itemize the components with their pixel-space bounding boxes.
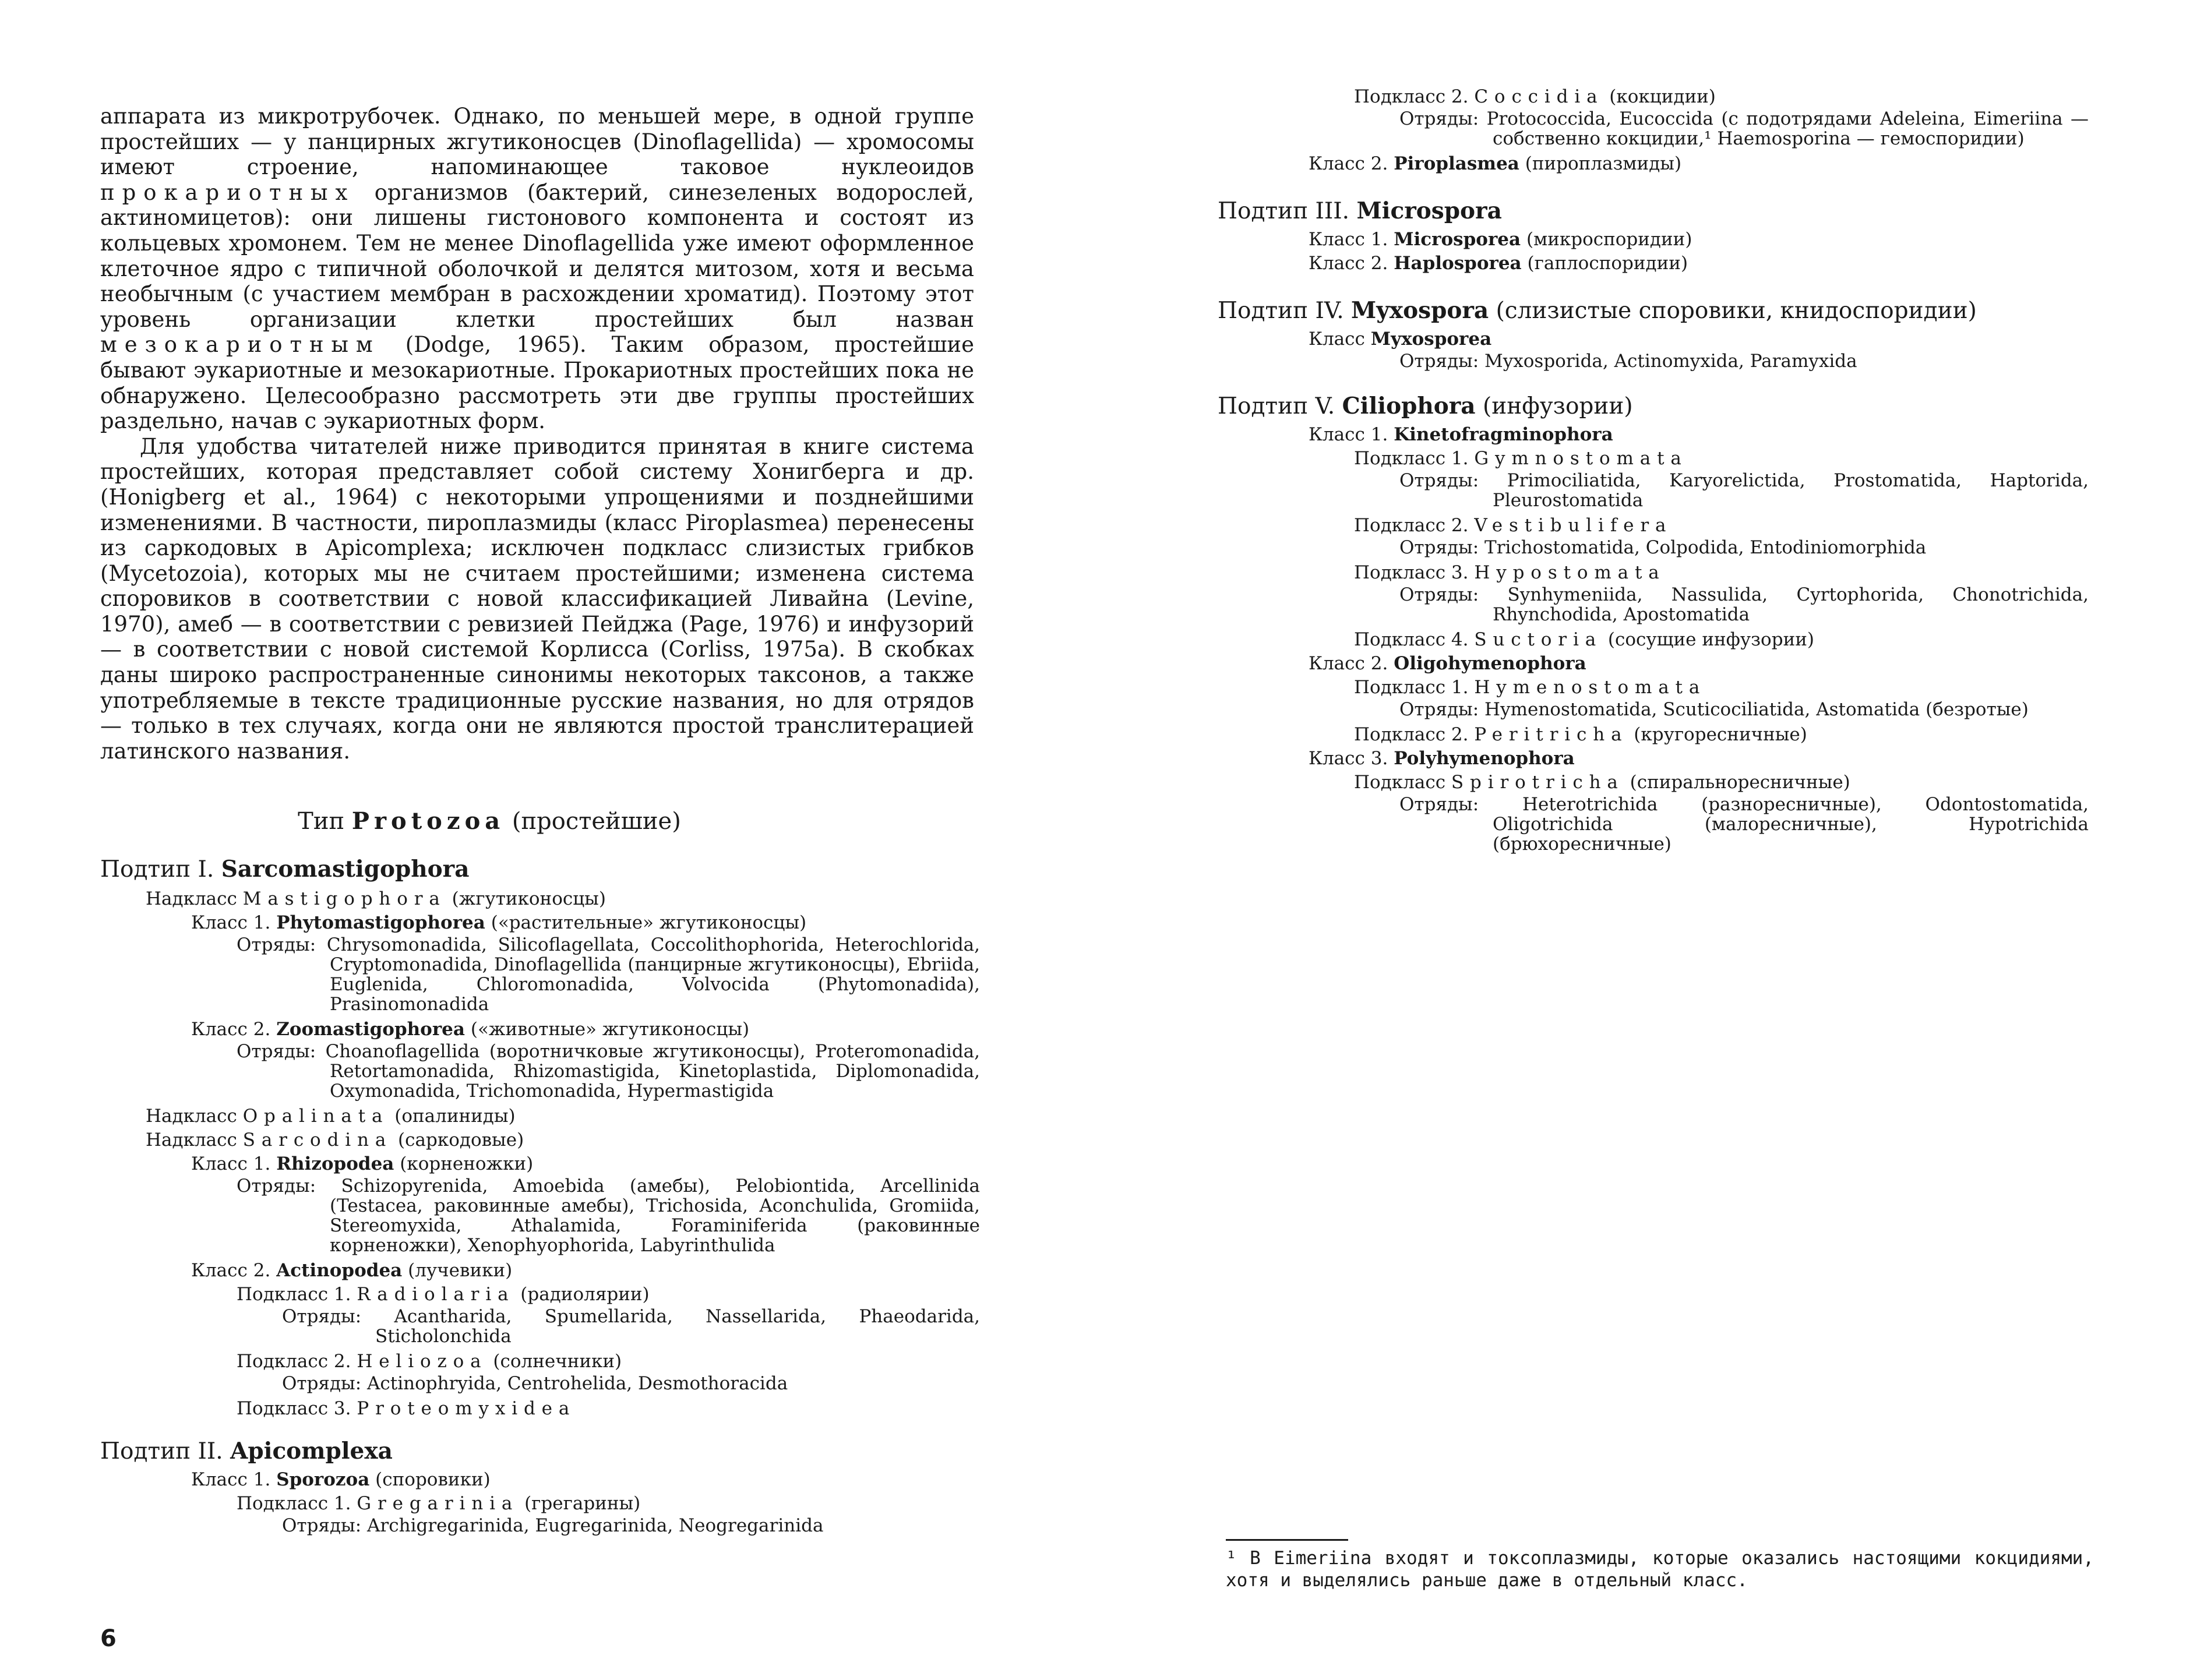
taxon-note: (кругоресничные) — [1634, 724, 1807, 745]
taxon-rank: Подкласс 3. — [1354, 562, 1469, 583]
taxon-rank: Подкласс 3. — [237, 1398, 351, 1419]
orders-prefix: Отряды: — [1399, 351, 1479, 372]
taxon-rank: Класс 1. — [191, 1469, 271, 1490]
orders-list — [1399, 538, 2089, 557]
orders-text: Archigregarinida, Eugregarinida, Neogregarinida — [367, 1515, 824, 1536]
taxon-rank: Класс 2. — [1309, 253, 1388, 274]
taxon-note: (спиральноресничные) — [1630, 772, 1850, 793]
taxon-rank: Надкласс — [146, 1130, 237, 1150]
orders-list — [1399, 351, 2089, 371]
orders-text: Chrysomonadida, Silicoflagellata, Coccolithophorida, Heterochlorida, Cryptomonadida, Dinoflagellida (панцирные жгутиконосцы), Ebriida, Euglenida, Chloromonadida, Volvocida (Phytomonadida), Prasinomonadida — [326, 934, 980, 1015]
taxon-note: (солнечники) — [493, 1351, 622, 1372]
taxon-row — [100, 1492, 980, 1516]
spaced-term: мезокариотным — [100, 332, 380, 358]
taxon-row — [1218, 561, 2089, 585]
subtype-prefix: Подтип V. — [1218, 393, 1335, 419]
orders-text: Myxosporida, Actinomyxida, Paramyxida — [1484, 351, 1857, 372]
orders-list — [1399, 795, 2089, 854]
taxon-rank: Класс 3. — [1309, 748, 1388, 769]
orders-prefix: Отряды: — [282, 1515, 362, 1536]
subtype-heading — [100, 1438, 980, 1464]
taxon-name: Hymenostomata — [1474, 677, 1706, 698]
subtype-name: Apicomplexa — [230, 1438, 393, 1464]
taxon-name: Kinetofragminophora — [1394, 424, 1613, 445]
orders-list — [282, 1307, 980, 1346]
taxon-name: Gregarinia — [357, 1493, 519, 1514]
footnote: ¹ В Eimeriina входят и токсоплазмиды, которые оказались настоящими кокцидиями, хотя и выделялись раньше даже в отдельный класс. — [1226, 1548, 2094, 1591]
taxon-name: Zoomastigophorea — [276, 1019, 465, 1040]
orders-prefix: Отряды: — [237, 934, 316, 955]
taxon-rank: Класс 1. — [1309, 424, 1388, 445]
taxon-name: Sarcodina — [242, 1130, 393, 1150]
taxon-rank: Подкласс 1. — [1354, 677, 1469, 698]
orders-list — [1399, 700, 2089, 719]
taxon-name: Opalinata — [242, 1106, 389, 1127]
page-number: 6 — [100, 1625, 117, 1652]
subtype-prefix: Подтип II. — [100, 1438, 223, 1464]
orders-text: Protococcida, Eucoccida (с подотрядами Adeleina, Eimeriina — собственно кокцидии,¹ Haemosporina — гемоспоридии) — [1486, 108, 2089, 149]
taxon-name: Sporozoa — [276, 1469, 370, 1490]
taxon-rank: Подкласс 2. — [1354, 515, 1469, 536]
taxon-name: Phytomastigophorea — [276, 912, 485, 933]
taxon-note: (гаплоспоридии) — [1527, 253, 1688, 274]
taxon-row — [100, 1104, 980, 1128]
taxon-row — [100, 1350, 980, 1374]
orders-list — [282, 1374, 980, 1393]
taxon-row — [1218, 676, 2089, 700]
type-name: Protozoa — [351, 807, 505, 835]
taxon-name: Heliozoa — [357, 1351, 488, 1372]
taxon-note: (корненожки) — [400, 1153, 534, 1174]
taxon-row — [100, 1018, 980, 1042]
taxon-note: (саркодовые) — [398, 1130, 524, 1150]
taxon-rank: Подкласс 4. — [1354, 629, 1469, 650]
taxon-name: Actinopodea — [276, 1260, 403, 1281]
taxon-row — [1218, 771, 2089, 795]
taxon-row — [1218, 228, 2089, 252]
orders-text: Schizopyrenida, Amoebida (амебы), Pelobiontida, Arcellinida (Testacea, раковинные амебы), Trichosida, Aconchulida, Gromiida, Stereomyxida, Athalamida, Foraminiferida (раковинные корненожки), Xenophyophorida, Labyrinthulida — [330, 1176, 980, 1256]
taxon-rank: Надкласс — [146, 1106, 237, 1127]
orders-prefix: Отряды: — [1399, 470, 1479, 491]
subtype-name: Ciliophora — [1342, 393, 1476, 419]
taxon-rank: Класс 2. — [1309, 653, 1388, 674]
paragraph-text: (Dodge, 1965). Таким образом, простейшие бывают эукариотные и мезокариотные. Прокариотных простейших пока не обнаружено. Целесообразно рассмотреть эти две группы простейших раздельно, начав с эукариотных форм. — [100, 332, 974, 434]
taxon-note: («животные» жгутиконосцы) — [470, 1019, 750, 1040]
classification-list-left — [100, 856, 980, 1539]
right-page — [1102, 0, 2204, 1680]
taxon-row — [1218, 514, 2089, 538]
taxon-rank: Подкласс 2. — [1354, 86, 1469, 107]
taxon-row — [1218, 423, 2089, 447]
taxon-note: (радиолярии) — [520, 1284, 650, 1305]
taxon-note: (микроспоридии) — [1526, 229, 1692, 250]
taxon-note: (споровики) — [375, 1469, 491, 1490]
taxon-note: (сосущие инфузории) — [1607, 629, 1814, 650]
orders-prefix: Отряды: — [1399, 699, 1479, 720]
orders-text: Trichostomatida, Colpodida, Entodiniomorphida — [1484, 537, 1927, 558]
taxon-note: (жгутиконосцы) — [452, 888, 606, 909]
taxon-name: Rhizopodea — [276, 1153, 394, 1174]
subtype-prefix: Подтип III. — [1218, 198, 1350, 224]
taxon-name: Hypostomata — [1474, 562, 1666, 583]
taxon-name: Spirotricha — [1451, 772, 1624, 793]
taxon-row — [100, 1152, 980, 1176]
taxon-note: (кокцидии) — [1609, 86, 1716, 107]
taxon-name: Myxosporea — [1370, 329, 1492, 350]
orders-text: Acantharida, Spumellarida, Nassellarida, Phaeodarida, Sticholonchida — [375, 1306, 980, 1347]
orders-text: Actinophryida, Centrohelida, Desmothoracida — [367, 1373, 788, 1394]
orders-list — [1399, 109, 2089, 149]
taxon-row — [1218, 327, 2089, 351]
orders-prefix: Отряды: — [282, 1373, 362, 1394]
subtype-prefix: Подтип I. — [100, 856, 214, 883]
taxon-rank: Класс 2. — [1309, 153, 1388, 174]
taxon-row — [1218, 252, 2089, 276]
taxon-name: Proteomyxidea — [357, 1398, 576, 1419]
taxon-name: Mastigophora — [242, 888, 446, 909]
orders-text: Synhymeniida, Nassulida, Cyrtophorida, Chonotrichida, Rhynchodida, Apostomatida — [1493, 584, 2089, 625]
subtype-heading — [100, 856, 980, 883]
taxon-note: (лучевики) — [408, 1260, 513, 1281]
taxon-name: Coccidia — [1474, 86, 1604, 107]
taxon-row — [1218, 628, 2089, 652]
taxon-rank: Подкласс 2. — [237, 1351, 351, 1372]
taxon-name: Radiolaria — [357, 1284, 515, 1305]
orders-text: Choanoflagellida (воротничковые жгутиконосцы), Proteromonadida, Retortamonadida, Rhizomastigida, Kinetoplastida, Diplomonadida, Oxymonadida, Trichomonadida, Hypermastigida — [325, 1041, 980, 1102]
taxon-rank: Класс 2. — [191, 1019, 271, 1040]
subtype-heading — [1218, 198, 2089, 224]
subtype-note: (инфузории) — [1483, 393, 1633, 419]
type-note: (простейшие) — [512, 808, 681, 835]
taxon-row — [100, 911, 980, 935]
taxon-row — [100, 1283, 980, 1307]
footnote-rule — [1226, 1539, 1348, 1541]
taxon-note: (опалиниды) — [394, 1106, 516, 1127]
taxon-rank: Подкласс 1. — [237, 1493, 351, 1514]
orders-prefix: Отряды: — [1399, 794, 1479, 815]
taxon-note: (грегарины) — [524, 1493, 641, 1514]
taxon-rank: Подкласс — [1354, 772, 1446, 793]
orders-text: Primociliatida, Karyorelictida, Prostomatida, Haptorida, Pleurostomatida — [1493, 470, 2089, 511]
taxon-name: Microsporea — [1394, 229, 1521, 250]
taxon-name: Oligohymenophora — [1394, 653, 1586, 674]
taxon-row — [1218, 652, 2089, 676]
taxon-row — [1218, 85, 2089, 109]
taxon-row — [1218, 747, 2089, 771]
paragraph-text: аппарата из микротрубочек. Однако, по меньшей мере, в одной группе простейших — у панцирных жгутиконосцев (Dinoflagellida) — хромосомы имеют строение, напоминающее таковое нуклеоидов — [100, 104, 974, 180]
taxon-row — [100, 887, 980, 911]
orders-prefix: Отряды: — [1399, 108, 1479, 129]
type-prefix: Тип — [298, 808, 345, 835]
taxon-name: Piroplasmea — [1394, 153, 1519, 174]
classification-list-right — [1218, 85, 2089, 857]
taxon-note: («растительные» жгутиконосцы) — [491, 912, 807, 933]
taxon-rank: Надкласс — [146, 888, 237, 909]
taxon-rank: Класс — [1309, 329, 1365, 350]
body-paragraph — [100, 104, 974, 434]
taxon-rank: Подкласс 2. — [1354, 724, 1469, 745]
subtype-prefix: Подтип IV. — [1218, 298, 1344, 324]
orders-prefix: Отряды: — [237, 1176, 316, 1197]
taxon-name: Peritricha — [1474, 724, 1628, 745]
taxon-rank: Подкласс 1. — [237, 1284, 351, 1305]
subtype-note: (слизистые споровики, книдоспоридии) — [1496, 298, 1977, 324]
subtype-heading — [1218, 393, 2089, 419]
taxon-row — [100, 1259, 980, 1283]
subtype-heading — [1218, 298, 2089, 324]
orders-prefix: Отряды: — [282, 1306, 362, 1327]
taxon-row — [100, 1468, 980, 1492]
orders-prefix: Отряды: — [1399, 537, 1479, 558]
intro-text — [100, 104, 974, 764]
orders-list — [1399, 585, 2089, 624]
taxon-row — [1218, 447, 2089, 471]
spaced-term: прокариотных — [100, 179, 355, 205]
orders-list — [237, 935, 980, 1014]
orders-list — [1399, 471, 2089, 510]
taxon-row — [1218, 152, 2089, 176]
orders-prefix: Отряды: — [1399, 584, 1479, 605]
taxon-row — [100, 1397, 980, 1421]
taxon-name: Gymnostomata — [1474, 448, 1688, 469]
paragraph-text: Для удобства читателей ниже приводится принятая в книге система простейших, которая представляет собой систему Хонигберга и др. (Honigberg et al., 1964) с некоторыми упрощениями и позднейшими изменениями. В частности, пироплазмиды (класс Piroplasmea) перенесены из саркодовых в Apicomplexa; исключен подкласс слизистых грибков (Mycetozoia), которых мы не считаем простейшими; изменена система споровиков в соответствии с новой классификацией Ливайна (Levine, 1970), амеб — в соответствии с ревизией Пейджа (Page, 1976) и инфузорий — в соответствии с новой системой Корлисса (Corliss, 1975a). В скобках даны широко распространенные синонимы некоторых таксонов, а также употребляемые в тексте традиционные русские названия, но для отрядов — только в тех случаях, когда они не являются простой транслитерацией латинского названия. — [100, 433, 974, 764]
subtype-name: Myxospora — [1351, 297, 1489, 324]
taxon-name: Suctoria — [1474, 629, 1603, 650]
orders-list — [237, 1176, 980, 1255]
body-paragraph — [100, 434, 974, 764]
taxon-name: Polyhymenophora — [1394, 748, 1575, 769]
orders-text: Heterotrichida (разноресничные), Odontostomatida, Oligotrichida (малоресничные), Hypotrichida (брюхоресничные) — [1493, 794, 2089, 855]
subtype-name: Microspora — [1356, 197, 1502, 224]
taxon-rank: Подкласс 1. — [1354, 448, 1469, 469]
orders-list — [237, 1042, 980, 1101]
orders-text: Hymenostomatida, Scuticociliatida, Astomatida (безротые) — [1484, 699, 2029, 720]
taxon-rank: Класс 2. — [191, 1260, 271, 1281]
taxon-note: (пироплазмиды) — [1525, 153, 1682, 174]
type-heading — [0, 807, 979, 835]
taxon-rank: Класс 1. — [1309, 229, 1388, 250]
subtype-name: Sarcomastigophora — [221, 856, 470, 883]
taxon-row — [1218, 723, 2089, 747]
taxon-name: Vestibulifera — [1474, 515, 1673, 536]
taxon-rank: Класс 1. — [191, 912, 271, 933]
taxon-rank: Класс 1. — [191, 1153, 271, 1174]
taxon-row — [100, 1128, 980, 1152]
taxon-name: Haplosporea — [1394, 253, 1522, 274]
orders-list — [282, 1516, 980, 1536]
paragraph-text: организмов (бактерий, синезеленых водорослей, актиномицетов): они лишены гистонового компонента и состоят из кольцевых хромонем. Тем не менее Dinoflagellida уже имеют оформленное клеточное ядро с типичной оболочкой и делятся митозом, хотя и весьма необычным (с участием мембран в расхождении хроматид). Поэтому этот уровень организации клетки простейших был назван — [100, 179, 974, 332]
orders-prefix: Отряды: — [237, 1041, 316, 1062]
